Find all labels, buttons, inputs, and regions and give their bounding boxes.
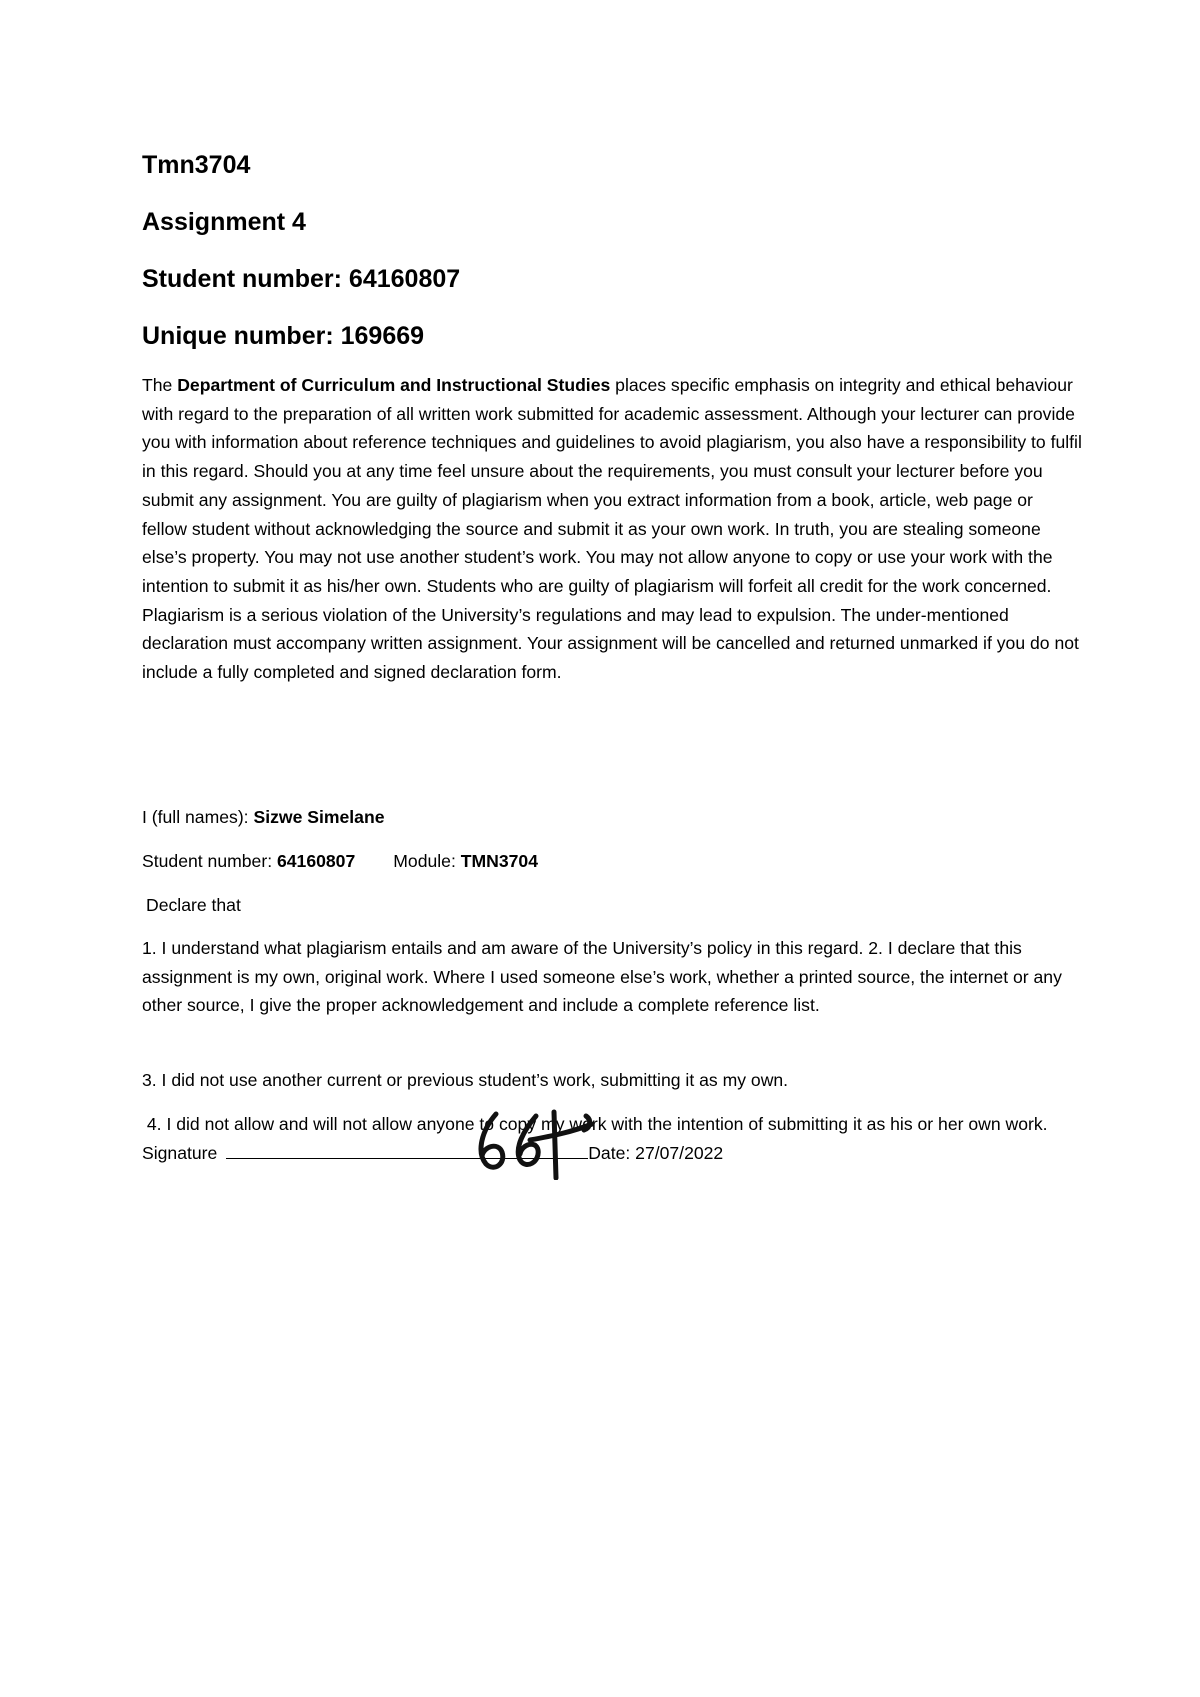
module-value: TMN3704 <box>460 851 538 871</box>
unique-number-heading: Unique number: 169669 <box>142 322 425 350</box>
plagiarism-notice-paragraph <box>142 371 1082 687</box>
student-number-heading: Student number: 64160807 <box>142 265 461 293</box>
student-number-value: 64160807 <box>276 851 356 871</box>
course-code-heading: Tmn3704 <box>142 151 251 179</box>
full-names-value: Sizwe Simelane <box>253 807 385 827</box>
declare-that-line: Declare that <box>146 895 241 915</box>
declaration-item-3: 3. I did not use another current or previous student’s work, submitting it as my own. <box>142 1070 789 1090</box>
full-names-line <box>142 803 385 832</box>
notice-body: places specific emphasis on integrity and ethical behaviour with regard to the preparation of all written work submitted for academic assessment. Although your lecturer can provide you with information about reference techniques and guidelines to avoid plagiarism, you also have a responsibility to fulfil in this regard. Should you at any time feel unsure about the requirements, you must consult your lecturer before you submit any assignment. You are guilty of plagiarism when you extract information from a book, article, web page or fellow student without acknowledging the source and submit it as your own work. In truth, you are stealing someone else’s property. You may not use another student’s work. You may not allow anyone to copy or use your work with the intention to submit it as his/her own. Students who are guilty of plagiarism will forfeit all credit for the work concerned. Plagiarism is a serious violation of the University’s regulations and may lead to expulsion. The under-mentioned declaration must accompany written assignment. Your assignment will be cancelled and returned unmarked if you do not include a fully completed and signed declaration form. <box>142 375 1082 683</box>
notice-lead: The <box>142 375 178 395</box>
handwritten-signature <box>468 1100 608 1180</box>
student-module-line <box>142 847 538 876</box>
student-number-label: Student number: <box>142 851 277 871</box>
assignment-heading: Assignment 4 <box>142 208 306 236</box>
full-names-label: I (full names): <box>142 807 254 827</box>
declaration-item-1-2: 1. I understand what plagiarism entails and am aware of the University’s policy in this regard. 2. I declare that this assignment is my own, original work. Where I used someone else’s work, whether a printed source, the internet or any other source, I give the proper acknowledgement and include a complete reference list. <box>142 938 1062 1016</box>
declaration-item-4 <box>142 1110 1082 1167</box>
department-name: Department of Curriculum and Instructional Studies <box>177 375 611 395</box>
declaration-item-4-text: 4. I did not allow and will not allow anyone to copy my work with the intention of submitting it as his or her own work. Signature <box>142 1114 1048 1163</box>
module-label: Module: <box>393 851 461 871</box>
date-label: Date: 27/07/2022 <box>588 1142 724 1163</box>
